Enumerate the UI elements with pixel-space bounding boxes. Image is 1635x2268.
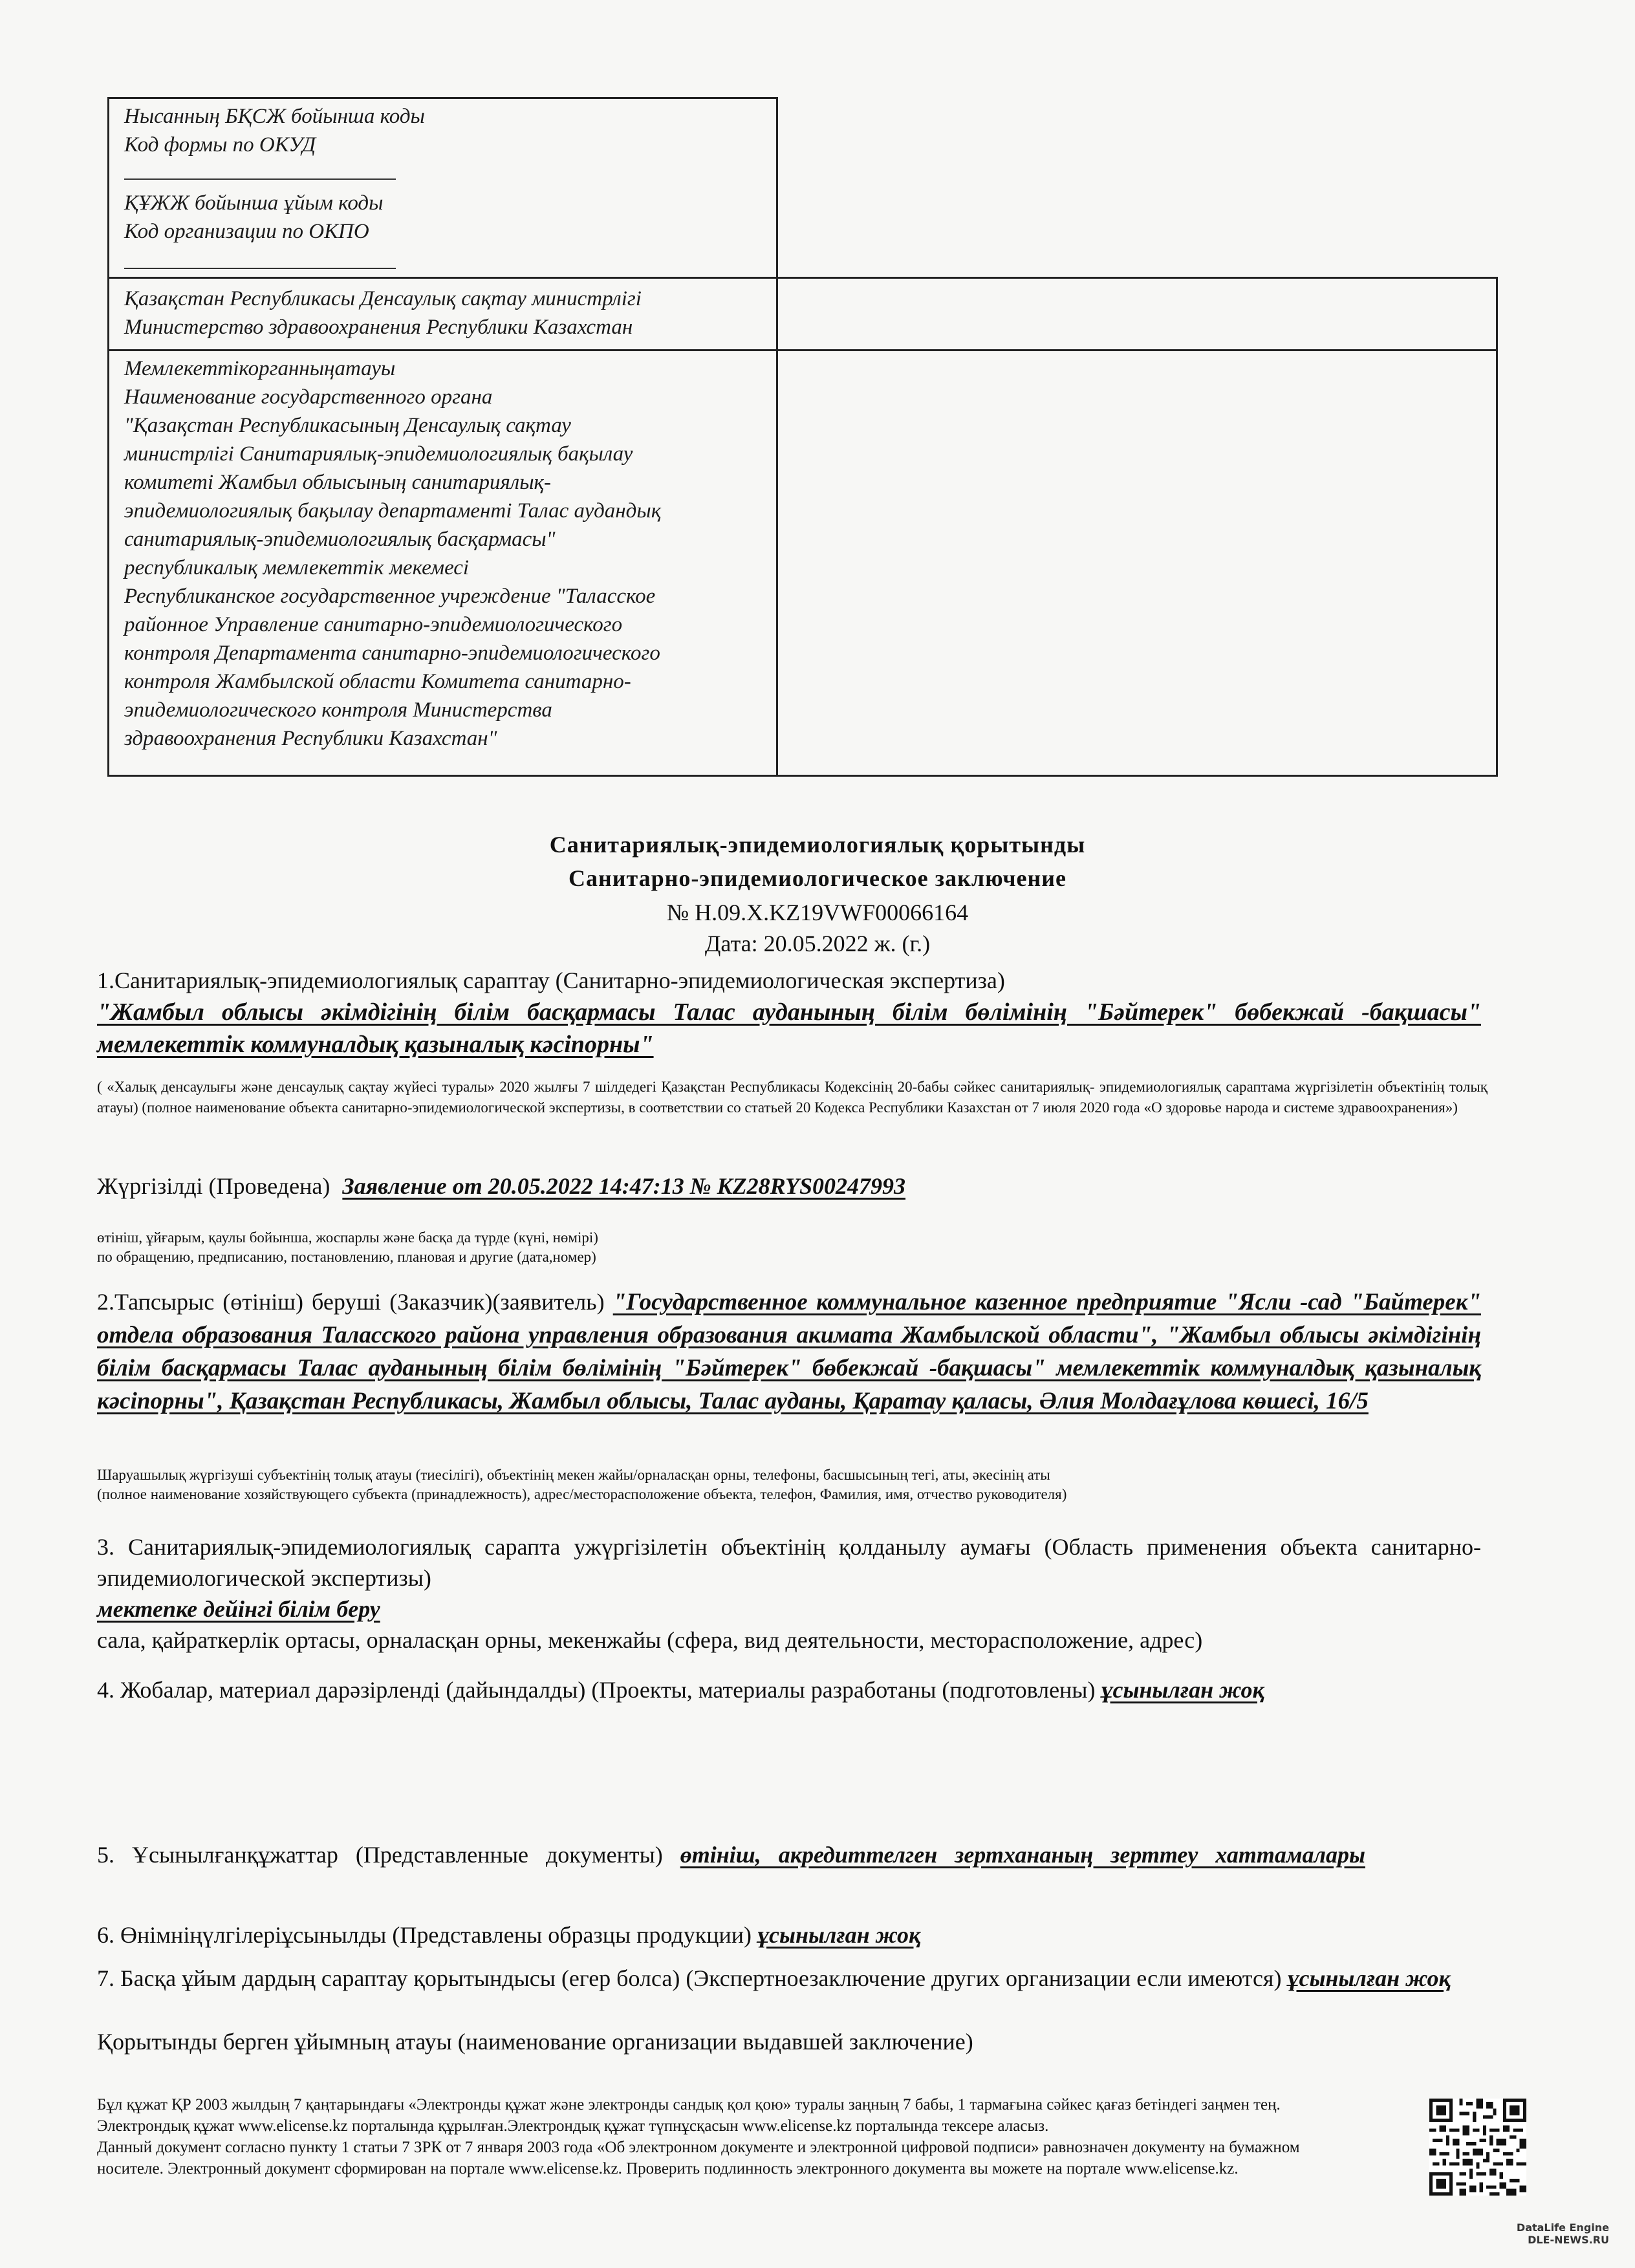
section-1-value: "Жамбыл облысы әкімдігінің білім басқармасы Талас ауданының білім бөлімінің "Бәйтерек" бөбекжай -бақшасы" мемлекеттік коммуналдық қазыналық кәсіпорны" bbox=[97, 999, 1481, 1058]
conducted-row bbox=[97, 1171, 1481, 1202]
agency-cell bbox=[124, 354, 661, 753]
section-5 bbox=[97, 1838, 1481, 1872]
okpo-code-ru: Код организации по ОКПО bbox=[124, 220, 369, 243]
title-ru: Санитарно-эпидемиологическое заключение bbox=[568, 865, 1067, 891]
section-6 bbox=[97, 1919, 1481, 1950]
okpo-blank-line bbox=[124, 268, 396, 269]
ministry-cell bbox=[124, 285, 642, 341]
ministry-kz: Қазақстан Республикасы Денсаулық сақтау министрлігі bbox=[124, 287, 642, 310]
footer-line: Данный документ согласно пункту 1 статьи 7 ЗРК от 7 января 2003 года «Об электронном документе и электронной цифровой подписи» равнозначен документу на бумажном bbox=[97, 2139, 1300, 2156]
section-7-label: 7. Басқа ұйым дардың сараптау қорытындысы (егер болса) (Экспертноезаключение других организации если имеются) bbox=[97, 1965, 1282, 1991]
section-1-note: ( «Халық денсаулығы және денсаулық сақтау жүйесі туралы» 2020 жылғы 7 шілдедегі Қазақстан Республикасы Кодексінің 20-бабы сәйкес санитариялық- эпидемиологиялық сараптама жүргізілетін объектінің толық атауы) (полное наименование объекта санитарно-эпидемиологической экспертизы, в соответствии со статьей 20 Кодекса Республики Казахстан от 7 июля 2020 года «О здоровье народа и системе здравоохранения») bbox=[97, 1079, 1488, 1116]
watermark-line: DataLife Engine bbox=[1516, 2221, 1609, 2234]
section-2 bbox=[97, 1286, 1481, 1418]
section-2-note-kz: Шаруашылық жүргізуші субъектінің толық атауы (тиесілігі), объектінің мекен жайы/орналасқан орны, телефоны, басшысының тегі, аты, әкесінің аты bbox=[97, 1467, 1050, 1483]
section-6-label: 6. Өнімніңүлгілеріұсынылды (Представлены образцы продукции) bbox=[97, 1922, 752, 1948]
conducted-value: Заявление от 20.05.2022 14:47:13 № KZ28RYS00247993 bbox=[342, 1173, 906, 1199]
section-3 bbox=[97, 1531, 1481, 1656]
section-4-value: ұсынылған жоқ bbox=[1101, 1677, 1264, 1703]
watermark bbox=[1517, 2221, 1609, 2246]
agency-line: контроля Департамента санитарно-эпидемиологического bbox=[124, 642, 660, 665]
agency-line: республикалық мемлекеттік мекемесі bbox=[124, 556, 470, 579]
section-3-value: мектепке дейінгі білім беру bbox=[97, 1596, 380, 1622]
conducted-note-kz: өтініш, ұйғарым, қаулы бойынша, жоспарлы және басқа да түрде (күні, нөмірі) bbox=[97, 1229, 598, 1246]
agency-line: Мемлекеттікорганныңатауы bbox=[124, 357, 396, 380]
agency-line: эпидемиологиялық бақылау департаменті Талас аудандық bbox=[124, 499, 662, 523]
agency-line: эпидемиологического контроля Министерства bbox=[124, 698, 552, 722]
section-7 bbox=[97, 1963, 1481, 1994]
agency-line: контроля Жамбылской области Комитета санитарно- bbox=[124, 670, 631, 693]
okud-code-ru: Код формы по ОКУД bbox=[124, 133, 316, 157]
agency-line: здравоохранения Республики Казахстан" bbox=[124, 727, 497, 750]
section-5-value: өтініш, акредиттелген зертхананың зерттеу хаттамалары bbox=[680, 1842, 1365, 1868]
conducted-label: Жүргізілді (Проведена) bbox=[97, 1173, 330, 1199]
section-2-label: 2.Тапсырыс (өтініш) беруші (Заказчик)(заявитель) bbox=[97, 1289, 605, 1315]
qr-code-icon bbox=[1429, 2099, 1526, 2196]
section-3-label: 3. Санитариялық-эпидемиологиялық сарапта ужүргізілетін объектінің қолданылу аумағы (Область применения объекта санитарно-эпидемиологической экспертизы) bbox=[97, 1534, 1481, 1591]
ministry-ru: Министерство здравоохранения Республики Казахстан bbox=[124, 316, 633, 339]
section-7-value: ұсынылған жоқ bbox=[1287, 1965, 1451, 1991]
section-4 bbox=[97, 1674, 1481, 1706]
agency-line: министрлігі Санитариялық-эпидемиологиялық бақылау bbox=[124, 442, 633, 466]
footer-line: Электрондық құжат www.elicense.kz порталында құрылған.Электрондық құжат түпнұсқасын www.elicense.kz порталында тексере аласыз. bbox=[97, 2117, 1049, 2135]
section-2-value: "Государственное коммунальное казенное предприятие "Ясли -сад "Байтерек" отдела образования Таласского района управления образования акимата Жамбылской области", "Жамбыл облысы әкімдігінің білім басқармасы Талас ауданының білім бөлімінің "Бәйтерек" бөбекжай -бақшасы" мемлекеттік коммуналдық қазыналық кәсіпорны", Қазақстан Республикасы, Жамбыл облысы, Талас ауданы, Қаратау қаласы, Әлия Молдағұлова көшесі, 16/5 bbox=[97, 1289, 1482, 1414]
section-5-label: 5. Ұсынылғанқұжаттар (Представленные документы) bbox=[97, 1842, 663, 1868]
form-codes-cell bbox=[124, 102, 425, 269]
okud-blank-line bbox=[124, 178, 396, 180]
agency-line: Республиканское государственное учреждение "Таласское bbox=[124, 585, 656, 608]
conducted-note-ru: по обращению, предписанию, постановлению, плановая и другие (дата,номер) bbox=[97, 1249, 596, 1265]
issuer-label: Қорытынды берген ұйымның атауы (наименование организации выдавшей заключение) bbox=[97, 2029, 973, 2055]
agency-line: санитариялық-эпидемиологиялық басқармасы" bbox=[124, 528, 556, 551]
okud-code-kz: Нысанның БҚСЖ бойынша коды bbox=[124, 105, 425, 128]
section-6-value: ұсынылған жоқ bbox=[757, 1922, 921, 1948]
footer-line: Бұл құжат ҚР 2003 жылдың 7 қаңтарындағы «Электронды құжат және электронды сандық қол қою» туралы заңның 7 бабы, 1 тармағына сәйкес қағаз бетіндегі заңмен тең. bbox=[97, 2096, 1281, 2113]
agency-line: районное Управление санитарно-эпидемиологического bbox=[124, 613, 623, 636]
title-kz: Санитариялық-эпидемиологиялық қорытынды bbox=[549, 832, 1086, 858]
watermark-line: DLE-NEWS.RU bbox=[1528, 2234, 1609, 2246]
footer-text bbox=[97, 2094, 1391, 2179]
okpo-code-kz: ҚҰЖЖ бойынша ұйым коды bbox=[124, 191, 384, 215]
document-date: Дата: 20.05.2022 ж. (г.) bbox=[704, 931, 931, 956]
header-table bbox=[107, 97, 1498, 777]
document-number: № Н.09.Х.KZ19VWF00066164 bbox=[666, 900, 969, 925]
section-3-note: сала, қайраткерлік ортасы, орналасқан орны, мекенжайы (сфера, вид деятельности, месторасположение, адрес) bbox=[97, 1627, 1203, 1653]
footer-line: носителе. Электронный документ сформирован на портале www.elicense.kz. Проверить подлинность электронного документа вы можете на портале www.elicense.kz. bbox=[97, 2160, 1239, 2177]
agency-line: комитеті Жамбыл облысының санитариялық- bbox=[124, 471, 551, 494]
agency-line: "Қазақстан Республикасының Денсаулық сақтау bbox=[124, 414, 571, 437]
section-2-note-ru: (полное наименование хозяйствующего субъекта (принадлежность), адрес/месторасположение объекта, телефон, Фамилия, имя, отчество руководителя) bbox=[97, 1486, 1067, 1502]
section-1-label: 1.Санитариялық-эпидемиологиялық сараптау (Санитарно-эпидемиологическая экспертиза) bbox=[97, 967, 1005, 993]
section-1 bbox=[97, 965, 1481, 1061]
section-4-label: 4. Жобалар, материал дарәзірленді (дайындалды) (Проекты, материалы разработаны (подготовлены) bbox=[97, 1677, 1096, 1703]
agency-line: Наименование государственного органа bbox=[124, 385, 493, 409]
